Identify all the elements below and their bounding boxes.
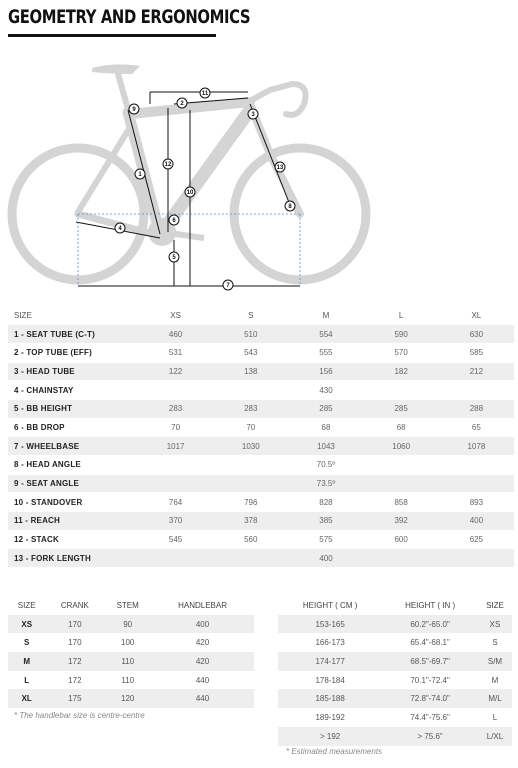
- cell-value: 796: [244, 497, 258, 507]
- header-size: SIZE: [17, 600, 36, 610]
- cell-value: 172: [45, 652, 104, 671]
- cell-value: 285: [364, 399, 439, 418]
- cell-value: 74.4"-75.6": [410, 712, 450, 722]
- marker-1: [135, 169, 145, 179]
- cell-value-all-sizes: 400: [138, 549, 514, 568]
- cell-value: 575: [319, 535, 333, 545]
- cell-value: XS: [478, 615, 512, 634]
- row-label: 10 - STANDOVER: [14, 497, 83, 507]
- table-row: [8, 512, 514, 531]
- row-label: 5 - BB HEIGHT: [8, 399, 138, 418]
- svg-text:9: 9: [132, 107, 136, 113]
- cell-value: 60.2"-65.0": [382, 615, 478, 634]
- cell-value: 68: [396, 422, 406, 432]
- svg-text:11: 11: [201, 91, 209, 97]
- marker-11: [200, 88, 210, 98]
- cell-value: 554: [288, 325, 363, 344]
- table-row: [8, 418, 514, 437]
- marker-9: [129, 104, 139, 114]
- table-row: [8, 474, 514, 493]
- table-row: [8, 633, 254, 652]
- size-cell: S: [24, 638, 30, 648]
- row-label: 2 - TOP TUBE (EFF): [14, 348, 92, 358]
- cell-value: M/L: [478, 689, 512, 708]
- cell-value: 625: [469, 535, 484, 545]
- svg-text:8: 8: [288, 204, 292, 210]
- components-table: [8, 596, 254, 708]
- cell-value: 285: [288, 399, 363, 418]
- header-size: SIZE: [14, 310, 32, 320]
- cell-value: 283: [138, 399, 213, 418]
- cell-value: 110: [121, 675, 135, 685]
- table-row: [8, 615, 254, 634]
- cell-value: > 192: [278, 727, 382, 746]
- header-handlebar: HANDLEBAR: [178, 600, 227, 610]
- table-row: [278, 708, 512, 727]
- cell-value: 440: [195, 675, 210, 685]
- cell-value: 212: [439, 362, 514, 381]
- row-label: 1 - SEAT TUBE (C-T): [8, 325, 138, 344]
- svg-text:3: 3: [251, 112, 255, 118]
- page-title: GEOMETRY AND ERGONOMICS: [8, 6, 251, 28]
- table-row: [278, 689, 512, 708]
- geometry-table: [8, 306, 514, 568]
- table-row: [8, 325, 514, 344]
- cell-value: 166-173: [315, 638, 345, 648]
- cell-value-all-sizes: 70.5º: [316, 460, 336, 470]
- cell-value: 65.4"-68.1": [410, 638, 450, 648]
- cell-value: 153-165: [278, 615, 382, 634]
- cell-value: 1078: [439, 437, 514, 456]
- cell-value: 1043: [288, 437, 363, 456]
- handlebar-note: * The handlebar size is centre-centre: [14, 711, 145, 720]
- cell-value: 170: [68, 638, 82, 648]
- row-label: 12 - STACK: [14, 535, 59, 545]
- cell-value: 189-192: [315, 712, 345, 722]
- cell-value: S/M: [478, 652, 512, 671]
- row-label: 11 - REACH: [8, 512, 138, 531]
- marker-2: [177, 98, 187, 108]
- header-crank: CRANK: [60, 600, 89, 610]
- marker-7: [223, 280, 233, 290]
- saddle: [92, 64, 140, 74]
- row-label: 3 - HEAD TUBE: [8, 362, 138, 381]
- cell-value: 182: [364, 362, 439, 381]
- size-cell: XS: [8, 615, 45, 634]
- cell-value: 893: [469, 497, 484, 507]
- cell-value: 545: [168, 535, 183, 545]
- cell-value: 600: [394, 535, 408, 545]
- cell-value: 122: [138, 362, 213, 381]
- marker-4: [115, 223, 125, 233]
- header-size: SIZE: [486, 600, 504, 610]
- size-cell: M: [8, 652, 45, 671]
- cell-value: 174-177: [278, 652, 382, 671]
- cell-value: 420: [195, 638, 210, 648]
- svg-text:4: 4: [118, 226, 122, 232]
- size-cell: XL: [8, 689, 45, 708]
- header-xl: XL: [471, 310, 482, 320]
- header-s: S: [248, 310, 254, 320]
- svg-text:6: 6: [172, 218, 176, 224]
- table-row: [8, 689, 254, 708]
- estimate-note: * Estimated measurements: [286, 747, 383, 756]
- cell-value: 178-184: [315, 675, 345, 685]
- cell-value: 828: [319, 497, 333, 507]
- table-row: [278, 633, 512, 652]
- cell-value: 531: [168, 348, 183, 358]
- svg-text:1: 1: [138, 172, 142, 178]
- cell-value: 460: [138, 325, 213, 344]
- marker-13: [275, 162, 285, 172]
- cell-value: 170: [45, 615, 104, 634]
- svg-text:7: 7: [226, 283, 230, 289]
- row-label: 7 - WHEELBASE: [8, 437, 138, 456]
- svg-text:10: 10: [186, 190, 194, 196]
- cell-value: 70: [246, 422, 256, 432]
- table-row: [8, 652, 254, 671]
- cell-value: 72.8"-74.0": [382, 689, 478, 708]
- cell-value: 90: [104, 615, 151, 634]
- header-height-in: HEIGHT ( IN ): [405, 600, 456, 610]
- cell-value: 1060: [364, 437, 439, 456]
- row-label: 8 - HEAD ANGLE: [14, 460, 81, 470]
- cell-value: 392: [364, 512, 439, 531]
- cell-value: 858: [394, 497, 408, 507]
- marker-5: [169, 252, 179, 262]
- header-xs: XS: [170, 310, 181, 320]
- cell-value: 70: [171, 422, 181, 432]
- cell-value: 378: [213, 512, 288, 531]
- cell-value: 283: [213, 399, 288, 418]
- table-row: [8, 530, 514, 549]
- header-m: M: [322, 310, 330, 320]
- cell-value: 172: [68, 675, 82, 685]
- cell-value: 138: [213, 362, 288, 381]
- cell-value: L: [492, 712, 498, 722]
- svg-text:12: 12: [164, 162, 172, 168]
- cell-value: 65: [471, 422, 481, 432]
- cell-value: S: [492, 638, 498, 648]
- cell-value: 110: [104, 652, 151, 671]
- cell-value: 585: [469, 348, 484, 358]
- svg-text:2: 2: [180, 101, 184, 107]
- table-row: [8, 381, 514, 400]
- bike-geometry-diagram: [0, 44, 518, 294]
- cell-value: 543: [244, 348, 258, 358]
- cell-value: 385: [288, 512, 363, 531]
- table-row: [278, 615, 512, 634]
- row-label: 4 - CHAINSTAY: [14, 385, 74, 395]
- table-row: [8, 362, 514, 381]
- cell-value: 1030: [213, 437, 288, 456]
- svg-text:5: 5: [172, 255, 176, 261]
- cell-value: 1017: [138, 437, 213, 456]
- cell-value: 68.5"-69.7": [382, 652, 478, 671]
- cell-value-all-sizes: 430: [319, 385, 333, 395]
- cell-value: 420: [151, 652, 254, 671]
- cell-value: 288: [439, 399, 514, 418]
- cell-value: M: [491, 675, 499, 685]
- cell-value: 370: [138, 512, 213, 531]
- marker-3: [248, 109, 258, 119]
- table-row: [8, 399, 514, 418]
- marker-6: [169, 215, 179, 225]
- cell-value: 555: [319, 348, 333, 358]
- geometry-header-row: [8, 306, 514, 325]
- cell-value: 400: [439, 512, 514, 531]
- cell-value: > 75.6": [382, 727, 478, 746]
- row-label: 9 - SEAT ANGLE: [8, 474, 138, 493]
- table-row: [278, 671, 512, 690]
- table-row: [278, 727, 512, 746]
- marker-8: [285, 201, 295, 211]
- cell-value: 68: [321, 422, 331, 432]
- header-l: L: [398, 310, 404, 320]
- header-stem: STEM: [116, 600, 139, 610]
- cell-value: 400: [151, 615, 254, 634]
- cell-value: 70.1"-72.4": [410, 675, 450, 685]
- svg-text:13: 13: [276, 165, 284, 171]
- table-row: [8, 343, 514, 362]
- title-underline: [8, 34, 216, 37]
- table-row: [8, 493, 514, 512]
- marker-10: [185, 187, 195, 197]
- size-cell: L: [24, 675, 30, 685]
- sizing-table: [278, 596, 512, 746]
- cell-value: 590: [364, 325, 439, 344]
- row-label: 6 - BB DROP: [14, 422, 65, 432]
- cell-value: 764: [168, 497, 183, 507]
- header-height-cm: HEIGHT ( CM ): [302, 600, 358, 610]
- cell-value: 156: [288, 362, 363, 381]
- table-row: [8, 456, 514, 475]
- cell-value: 570: [394, 348, 408, 358]
- table-row: [8, 437, 514, 456]
- table-row: [8, 549, 514, 568]
- row-label: 13 - FORK LENGTH: [8, 549, 138, 568]
- cell-value: 185-188: [278, 689, 382, 708]
- cell-value: 120: [104, 689, 151, 708]
- cell-value: 510: [213, 325, 288, 344]
- cell-value: 175: [45, 689, 104, 708]
- table-row: [8, 671, 254, 690]
- cell-value: 560: [244, 535, 258, 545]
- cell-value: 630: [439, 325, 514, 344]
- cell-value: L/XL: [478, 727, 512, 746]
- cell-value: 100: [121, 638, 135, 648]
- cell-value: 440: [151, 689, 254, 708]
- marker-12: [163, 159, 173, 169]
- cell-value-all-sizes: 73.5º: [138, 474, 514, 493]
- table-row: [278, 652, 512, 671]
